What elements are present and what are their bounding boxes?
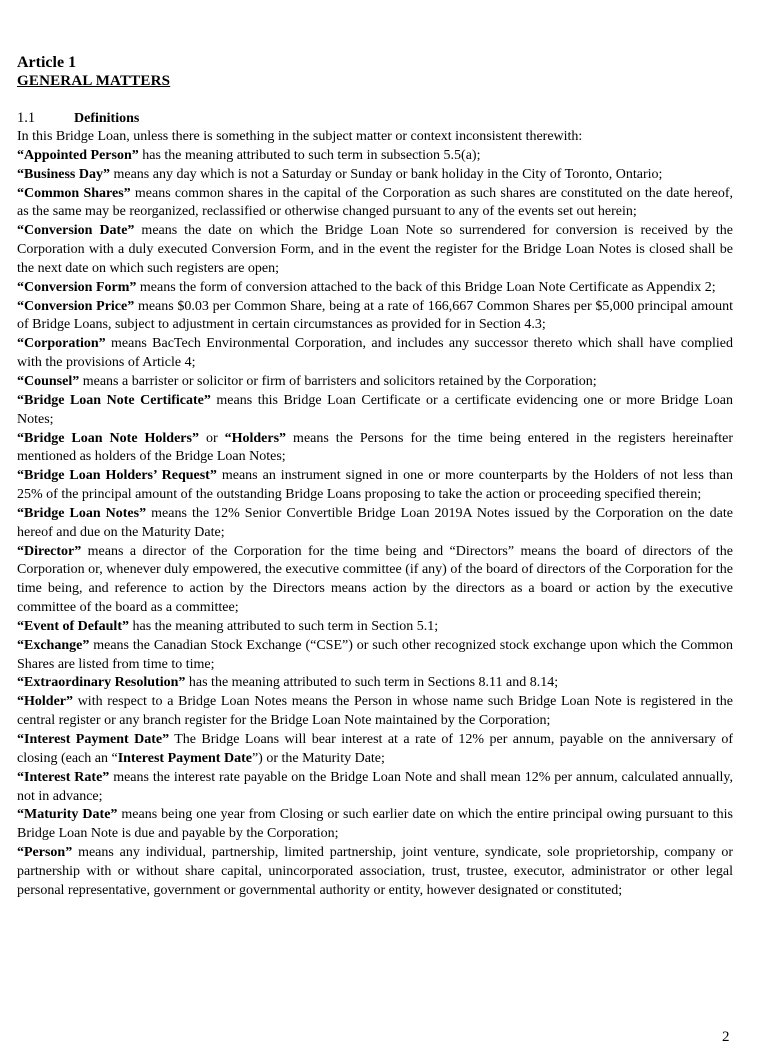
definition-term: “Interest Rate” (17, 769, 110, 785)
definition-term: “Holder” (17, 694, 73, 710)
definition-term: “Conversion Date” (17, 223, 135, 239)
definition-item (17, 298, 733, 336)
intro-paragraph: In this Bridge Loan, unless there is something in the subject matter or context inconsistent therewith: (17, 129, 583, 144)
definition-text: means $0.03 per Common Share, being at a rate of 166,667 Common Shares per $5,000 principal amount of Bridge Loans, subject to adjustment in certain circumstances as provided for in Section 4.3; (17, 298, 733, 333)
definition-term: “Bridge Loan Holders’ Request” (17, 468, 217, 484)
definition-term: “Corporation” (17, 336, 106, 352)
definition-text: means a barrister or solicitor or firm of barristers and solicitors retained by the Corporation; (79, 373, 597, 389)
definition-item (17, 430, 733, 468)
definitions-list (17, 147, 733, 901)
definition-term: “Event of Default” (17, 618, 129, 634)
definition-item (17, 373, 733, 392)
definition-text: The Bridge Loans will bear interest at a rate of 12% per annum, payable on the anniversary of closing (each an “ (17, 732, 733, 766)
definition-text: means BacTech Environmental Corporation, and includes any successor thereto which shall have complied with the provisions of Article 4; (17, 336, 733, 371)
definition-item (17, 392, 733, 430)
definition-term: “Maturity Date” (17, 807, 118, 823)
definition-text: or (198, 430, 225, 446)
definition-item (17, 693, 733, 731)
definition-item (17, 185, 733, 223)
definition-item (17, 731, 733, 769)
definition-text: means any individual, partnership, limited partnership, joint venture, syndicate, sole proprietorship, company or partnership with or without share capital, unincorporated association, trust, trustee, executor, administrator or other legal personal representative, government or governmental authority or entity, however designated or constituted; (17, 845, 733, 898)
definition-term: “Conversion Form” (17, 279, 137, 295)
page-number: 2 (722, 1029, 730, 1045)
definition-term: “Director” (17, 543, 82, 559)
definition-term: “Interest Payment Date” (17, 732, 170, 747)
definition-term: “Holders” (224, 430, 287, 446)
definition-text: means the Persons for the time being entered in the registers hereinafter mentioned as holders of the Bridge Loan Notes; (17, 430, 733, 465)
definition-item (17, 505, 733, 543)
section-heading (17, 109, 733, 128)
definition-item (17, 543, 733, 618)
definition-text: means the form of conversion attached to the back of this Bridge Loan Note Certificate as Appendix 2; (136, 279, 716, 295)
definition-term: “Bridge Loan Note Certificate” (17, 392, 211, 408)
article-title: Article 1 (17, 54, 77, 71)
definition-item (17, 222, 733, 279)
section-title: Definitions (74, 111, 140, 126)
definition-term: “Conversion Price” (17, 298, 135, 314)
definition-text: means being one year from Closing or such earlier date on which the entire principal owing pursuant to this Bridge Loan Note is due and payable by the Corporation; (17, 807, 733, 842)
article-subtitle: GENERAL MATTERS (17, 73, 171, 89)
definition-item (17, 844, 733, 901)
definition-item (17, 618, 733, 637)
definition-text: means an instrument signed in one or more counterparts by the Holders of not less than 25% of the principal amount of the outstanding Bridge Loans proposing to take the action or proceeding specified therein; (17, 468, 733, 503)
definition-item (17, 147, 733, 166)
definition-term: “Exchange” (17, 637, 90, 653)
definition-term: “Bridge Loan Note Holders” (17, 430, 199, 446)
definition-term: “Counsel” (17, 373, 80, 389)
definition-term: “Person” (17, 845, 73, 861)
definition-item (17, 769, 733, 807)
definition-item (17, 674, 733, 693)
definition-text: means any day which is not a Saturday or Sunday or bank holiday in the City of Toronto, Ontario; (109, 166, 663, 182)
definition-term: Interest Payment Date (117, 750, 252, 766)
definition-text: ”) or the Maturity Date; (251, 750, 385, 766)
definition-item (17, 335, 733, 373)
definition-item (17, 279, 733, 298)
definition-text: means the Canadian Stock Exchange (“CSE”) or such other recognized stock exchange upon which the Common Shares are listed from time to time; (17, 637, 733, 672)
definition-text: means common shares in the capital of the Corporation as such shares are constituted on the date hereof, as the same may be reorganized, reclassified or otherwise changed pursuant to any of the events set out herein; (17, 185, 734, 220)
definition-term: “Common Shares” (17, 185, 131, 201)
definition-item (17, 467, 733, 505)
definition-term: “Bridge Loan Notes” (17, 505, 147, 521)
definition-term: “Business Day” (17, 166, 110, 182)
definition-text: means the interest rate payable on the Bridge Loan Note and shall mean 12% per annum, calculated annually, not in advance; (17, 769, 733, 804)
definition-text: means a director of the Corporation for the time being and “Directors” means the board of directors of the Corporation or, whenever duly empowered, the executive committee (if any) of the board of directors of the Corporation for the time being, and reference to action by the Directors means action by the directors as a board or action by the executive committee of the board as a committee; (17, 543, 733, 616)
definition-text: has the meaning attributed to such term in Section 5.1; (129, 618, 439, 634)
definition-text: means the 12% Senior Convertible Bridge Loan 2019A Notes issued by the Corporation on the date hereof and due on the Maturity Date; (17, 505, 734, 540)
definition-text: with respect to a Bridge Loan Notes means the Person in whose name such Bridge Loan Note is registered in the central register or any branch register for the Bridge Loan Note maintained by the Corporation; (17, 694, 733, 729)
definition-item (17, 166, 733, 185)
definition-item (17, 806, 733, 844)
definition-text: means this Bridge Loan Certificate or a certificate evidencing one or more Bridge Loan Notes; (17, 392, 733, 427)
definition-term: “Appointed Person” (17, 147, 139, 163)
definition-text: means the date on which the Bridge Loan Note so surrendered for conversion is received by the Corporation with a duly executed Conversion Form, and in the event the register for the Bridge Loan Notes is closed shall be the next date on which such registers are open; (17, 223, 734, 276)
document-page (17, 53, 733, 901)
definition-text: has the meaning attributed to such term in subsection 5.5(a); (138, 147, 481, 163)
definition-text: has the meaning attributed to such term in Sections 8.11 and 8.14; (185, 675, 559, 691)
definition-term: “Extraordinary Resolution” (17, 675, 186, 691)
section-number: 1.1 (17, 110, 36, 126)
definition-item (17, 637, 733, 675)
